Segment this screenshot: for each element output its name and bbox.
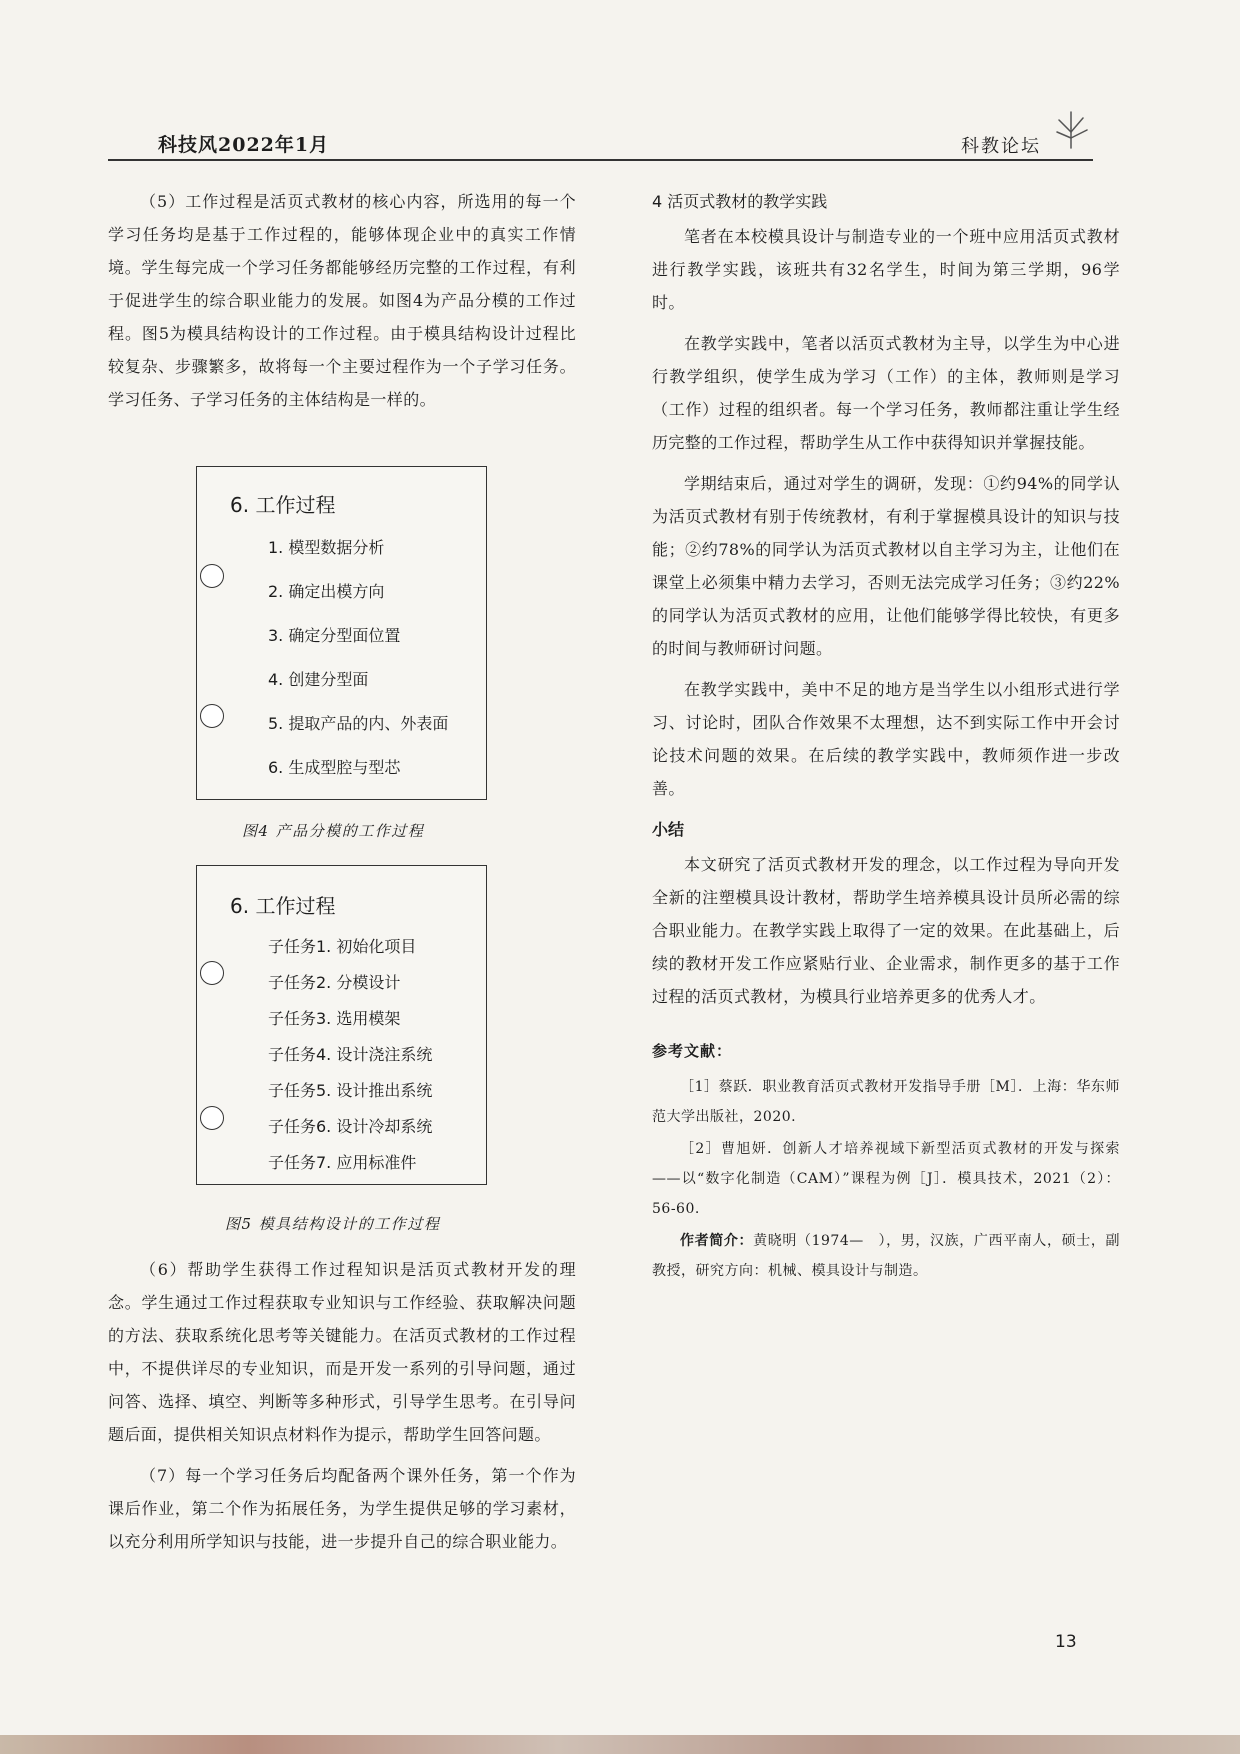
figure-5-box [196,865,487,1185]
figure-4-box [196,466,487,800]
author-bio-text: 黄晓明（1974— ），男，汉族，广西平南人，硕士，副教授，研究方向：机械、模具设计与制造。 [652,1233,1120,1279]
scan-edge-strip [0,1735,1240,1754]
section-4-paragraph: 在教学实践中，笔者以活页式教材为主导，以学生为中心进行教学组织，使学生成为学习（工作）的主体，教师则是学习（工作）过程的组织者。每一个学习任务，教师都注重让学生经历完整的工作过程，帮助学生从工作中获得知识并掌握技能。 [652,334,1120,452]
figure-4-caption: 图4 产品分模的工作过程 [242,822,425,840]
section-4-paragraph: 笔者在本校模具设计与制造专业的一个班中应用活页式教材进行教学实践，该班共有32名学生，时间为第三学期，96学时。 [652,227,1120,312]
figure-4-step: 1. 模型数据分析 [268,538,385,557]
left-column-lower [108,1253,576,1566]
figure-4-step: 5. 提取产品的内、外表面 [268,714,449,733]
figure-4-step: 4. 创建分型面 [268,670,369,689]
author-bio [652,1226,1120,1286]
ring-hole-icon [200,704,224,728]
section-title: 科教论坛 [961,136,1041,157]
ring-hole-icon [200,564,224,588]
figure-4-step: 2. 确定出模方向 [268,582,385,601]
page-number: 13 [1055,1632,1077,1652]
figure-5-subtask: 子任务4. 设计浇注系统 [268,1045,433,1064]
ring-hole-icon [200,1106,224,1130]
reference-item: ［1］蔡跃．职业教育活页式教材开发指导手册［M］．上海：华东师范大学出版社，2020. [652,1079,1120,1125]
author-bio-label: 作者简介： [680,1233,754,1249]
leaf-logo-icon [1049,108,1093,152]
journal-issue: 科技风2022年1月 [158,134,330,156]
ring-hole-icon [200,961,224,985]
figure-5-title: 6. 工作过程 [230,894,336,918]
figure-5-subtask: 子任务5. 设计推出系统 [268,1081,433,1100]
paragraph-7: （7）每一个学习任务后均配备两个课外任务，第一个作为课后作业，第二个作为拓展任务，为学生提供足够的学习素材，以充分利用所学知识与技能，进一步提升自己的综合职业能力。 [108,1466,576,1551]
figure-4-step: 6. 生成型腔与型芯 [268,758,401,777]
section-4-heading: 4 活页式教材的教学实践 [652,192,828,211]
paragraph-5: （5）工作过程是活页式教材的核心内容，所选用的每一个学习任务均是基于工作过程的，能够体现企业中的真实工作情境。学生每完成一个学习任务都能够经历完整的工作过程，有利于促进学生的综合职业能力的发展。如图4为产品分模的工作过程。图5为模具结构设计的工作过程。由于模具结构设计过程比较复杂、步骤繁多，故将每一个主要过程作为一个子学习任务。学习任务、子学习任务的主体结构是一样的。 [108,192,576,409]
right-column [652,185,1120,1286]
figure-5-subtask: 子任务7. 应用标准件 [268,1153,417,1172]
header-rule [108,159,1093,161]
section-4-paragraph: 在教学实践中，美中不足的地方是当学生以小组形式进行学习、讨论时，团队合作效果不太理想，达不到实际工作中开会讨论技术问题的效果。在后续的教学实践中，教师须作进一步改善。 [652,680,1120,798]
summary-heading: 小结 [652,820,685,839]
left-column [108,185,576,424]
figure-4-title: 6. 工作过程 [230,493,336,517]
figure-5-subtask: 子任务6. 设计冷却系统 [268,1117,433,1136]
page-header [108,128,1093,168]
section-4-paragraph: 学期结束后，通过对学生的调研，发现：①约94%的同学认为活页式教材有别于传统教材，有利于掌握模具设计的知识与技能；②约78%的同学认为活页式教材以自主学习为主，让他们在课堂上必须集中精力去学习，否则无法完成学习任务；③约22%的同学认为活页式教材的应用，让他们能够学得比较快，有更多的时间与教师研讨问题。 [652,474,1120,658]
figure-4-step: 3. 确定分型面位置 [268,626,401,645]
summary-paragraph: 本文研究了活页式教材开发的理念，以工作过程为导向开发全新的注塑模具设计教材，帮助学生培养模具设计员所必需的综合职业能力。在教学实践上取得了一定的效果。在此基础上，后续的教材开发工作应紧贴行业、企业需求，制作更多的基于工作过程的活页式教材，为模具行业培养更多的优秀人才。 [652,855,1120,1006]
figure-5-subtask: 子任务2. 分模设计 [268,973,401,992]
figure-5-subtask: 子任务1. 初始化项目 [268,937,417,956]
paragraph-6: （6）帮助学生获得工作过程知识是活页式教材开发的理念。学生通过工作过程获取专业知识与工作经验、获取解决问题的方法、获取系统化思考等关键能力。在活页式教材的工作过程中，不提供详尽的专业知识，而是开发一系列的引导问题，通过问答、选择、填空、判断等多种形式，引导学生思考。在引导问题后面，提供相关知识点材料作为提示，帮助学生回答问题。 [108,1260,576,1444]
references-title: 参考文献： [652,1042,733,1060]
reference-item: ［2］曹旭妍．创新人才培养视域下新型活页式教材的开发与探索——以“数字化制造（CAM）”课程为例［J］．模具技术，2021（2）：56-60. [652,1141,1120,1217]
figure-5-caption: 图5 模具结构设计的工作过程 [225,1215,441,1233]
figure-5-subtask: 子任务3. 选用模架 [268,1009,401,1028]
